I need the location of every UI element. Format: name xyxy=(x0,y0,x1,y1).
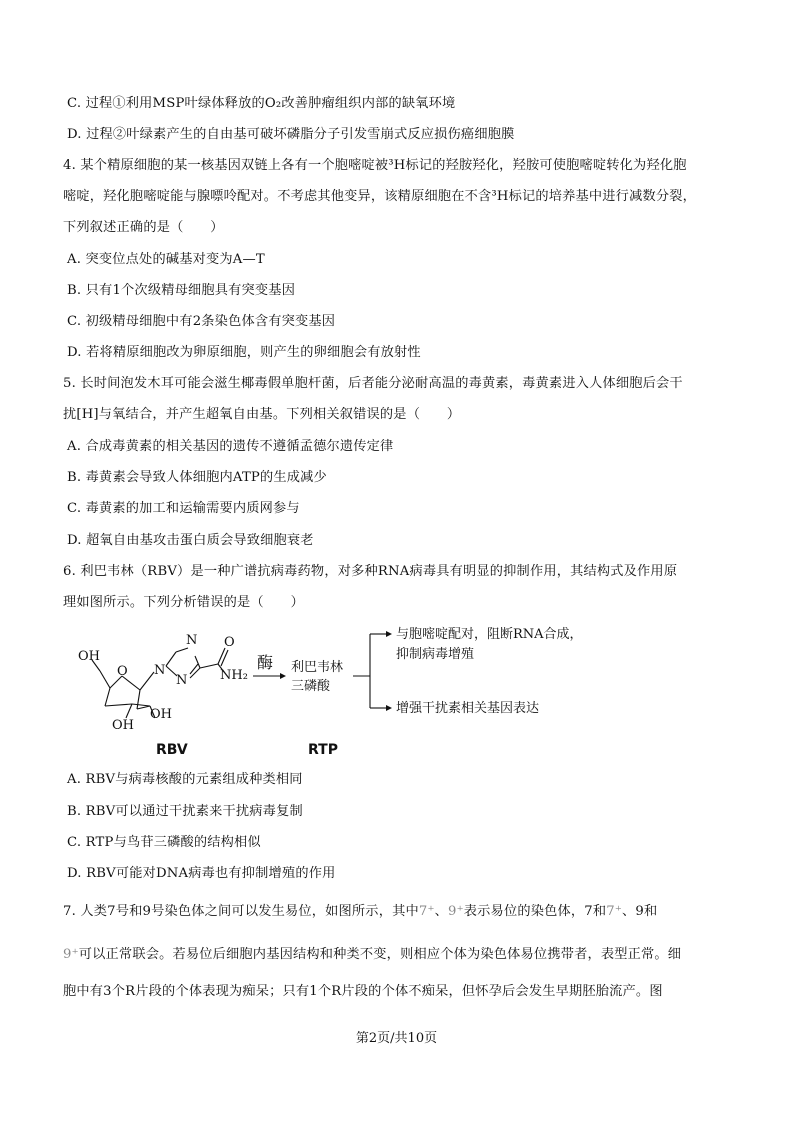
branch-arrows xyxy=(353,634,386,708)
ring-oxygen-label: O xyxy=(117,664,128,679)
branch-arrowhead-bottom xyxy=(386,705,392,711)
q4-stem-line3: 下列叙述正确的是（ ） xyxy=(63,220,224,235)
q7-stem-line2 xyxy=(63,946,681,964)
q5-option-d: D. 超氧自由基攻击蛋白质会导致细胞衰老 xyxy=(67,533,314,548)
q7-stem-line3: 胞中有3个R片段的个体表现为痴呆；只有1个R片段的个体不痴呆，但怀孕后会发生早期胚胎流产。图 xyxy=(63,984,663,999)
q6-option-a: A. RBV与病毒核酸的元素组成种类相同 xyxy=(67,772,303,787)
rbv-mechanism-figure xyxy=(70,626,630,761)
q3-option-c: C. 过程①利用MSP叶绿体释放的O₂改善肿瘤组织内部的缺氧环境 xyxy=(67,96,456,111)
q4-stem-line1: 4. 某个精原细胞的某一核基因双链上各有一个胞嘧啶被³H标记的羟胺羟化，羟胺可使胞嘧啶转化为羟化胞 xyxy=(63,158,687,173)
q7-sep: 、 xyxy=(434,904,449,919)
q6-stem-line1: 6. 利巴韦林（RBV）是一种广谱抗病毒药物，对多种RNA病毒具有明显的抑制作用，其结构式及作用原 xyxy=(63,564,678,579)
rtp-name-line2: 三磷酸 xyxy=(291,679,331,694)
enzyme-label: 酶 xyxy=(257,653,274,672)
q6-option-d: D. RBV可能对DNA病毒也有抑制增殖的作用 xyxy=(67,866,336,881)
oh-label-top: OH xyxy=(78,649,100,664)
q6-option-c: C. RTP与鸟苷三磷酸的结构相似 xyxy=(67,835,261,850)
q7-mark-7plus-2: 7⁺ xyxy=(606,904,623,919)
q4-option-a: A. 突变位点处的碱基对变为A—T xyxy=(67,252,265,267)
rtp-name-line1: 利巴韦林 xyxy=(291,660,344,675)
enzyme-arrowhead xyxy=(280,673,286,679)
amide-nh2-label: NH₂ xyxy=(220,668,248,683)
q7-text-part1: 7. 人类7号和9号染色体之间可以发生易位，如图所示，其中 xyxy=(63,904,419,919)
q7-text-part3: 、9和 xyxy=(622,904,658,919)
triazole-n1: N xyxy=(154,663,166,678)
oh-label-c2: OH xyxy=(150,707,172,722)
q7-text-part2: 表示易位的染色体，7和 xyxy=(463,904,607,919)
q7-stem-line1 xyxy=(63,903,657,921)
effect2-label: 增强干扰素相关基因表达 xyxy=(396,701,540,716)
q6-stem-line2: 理如图所示。下列分析错误的是（ ） xyxy=(63,595,304,610)
q6-option-b: B. RBV可以通过干扰素来干扰病毒复制 xyxy=(67,804,303,819)
effect1-line1: 与胞嘧啶配对，阻断RNA合成， xyxy=(396,627,583,642)
page-footer: 第2页/共10页 xyxy=(355,1031,438,1046)
amide-oxygen-label: O xyxy=(224,635,235,650)
q4-option-b: B. 只有1个次级精母细胞具有突变基因 xyxy=(67,283,296,298)
q7-text-part4: 可以正常联会。若易位后细胞内基因结构和种类不变，则相应个体为染色体易位携带者，表型正常。细 xyxy=(78,947,682,962)
q5-option-b: B. 毒黄素会导致人体细胞内ATP的生成减少 xyxy=(67,470,327,485)
effect1-line2: 抑制病毒增殖 xyxy=(396,647,475,662)
q7-mark-7plus: 7⁺ xyxy=(418,904,435,919)
triazole-n-bottom: N xyxy=(176,673,188,688)
rtp-caption: RTP xyxy=(308,742,338,758)
q4-option-d: D. 若将精原细胞改为卵原细胞，则产生的卵细胞会有放射性 xyxy=(67,345,421,360)
q5-stem-line2: 扰[H]与氧结合，并产生超氧自由基。下列相关叙错误的是（ ） xyxy=(63,407,461,422)
q4-option-c: C. 初级精母细胞中有2条染色体含有突变基因 xyxy=(67,314,336,329)
q7-mark-9plus-2: 9⁺ xyxy=(63,947,79,962)
q5-stem-line1: 5. 长时间泡发木耳可能会滋生椰毒假单胞杆菌，后者能分泌耐高温的毒黄素，毒黄素进入人体细胞后会干 xyxy=(63,376,683,391)
rbv-caption: RBV xyxy=(156,742,188,758)
oh-label-c3: OH xyxy=(112,718,134,733)
q3-option-d: D. 过程②叶绿素产生的自由基可破坏磷脂分子引发雪崩式反应损伤癌细胞膜 xyxy=(67,127,515,142)
q5-option-a: A. 合成毒黄素的相关基因的遗传不遵循孟德尔遗传定律 xyxy=(67,439,394,454)
triazole-n-top: N xyxy=(186,633,198,648)
q5-option-c: C. 毒黄素的加工和运输需要内质网参与 xyxy=(67,501,300,516)
branch-arrowhead-top xyxy=(386,631,392,637)
q7-mark-9plus: 9⁺ xyxy=(448,904,464,919)
q4-stem-line2: 嘧啶，羟化胞嘧啶能与腺嘌呤配对。不考虑其他变异，该精原细胞在不含³H标记的培养基中进行减数分裂， xyxy=(63,189,697,204)
